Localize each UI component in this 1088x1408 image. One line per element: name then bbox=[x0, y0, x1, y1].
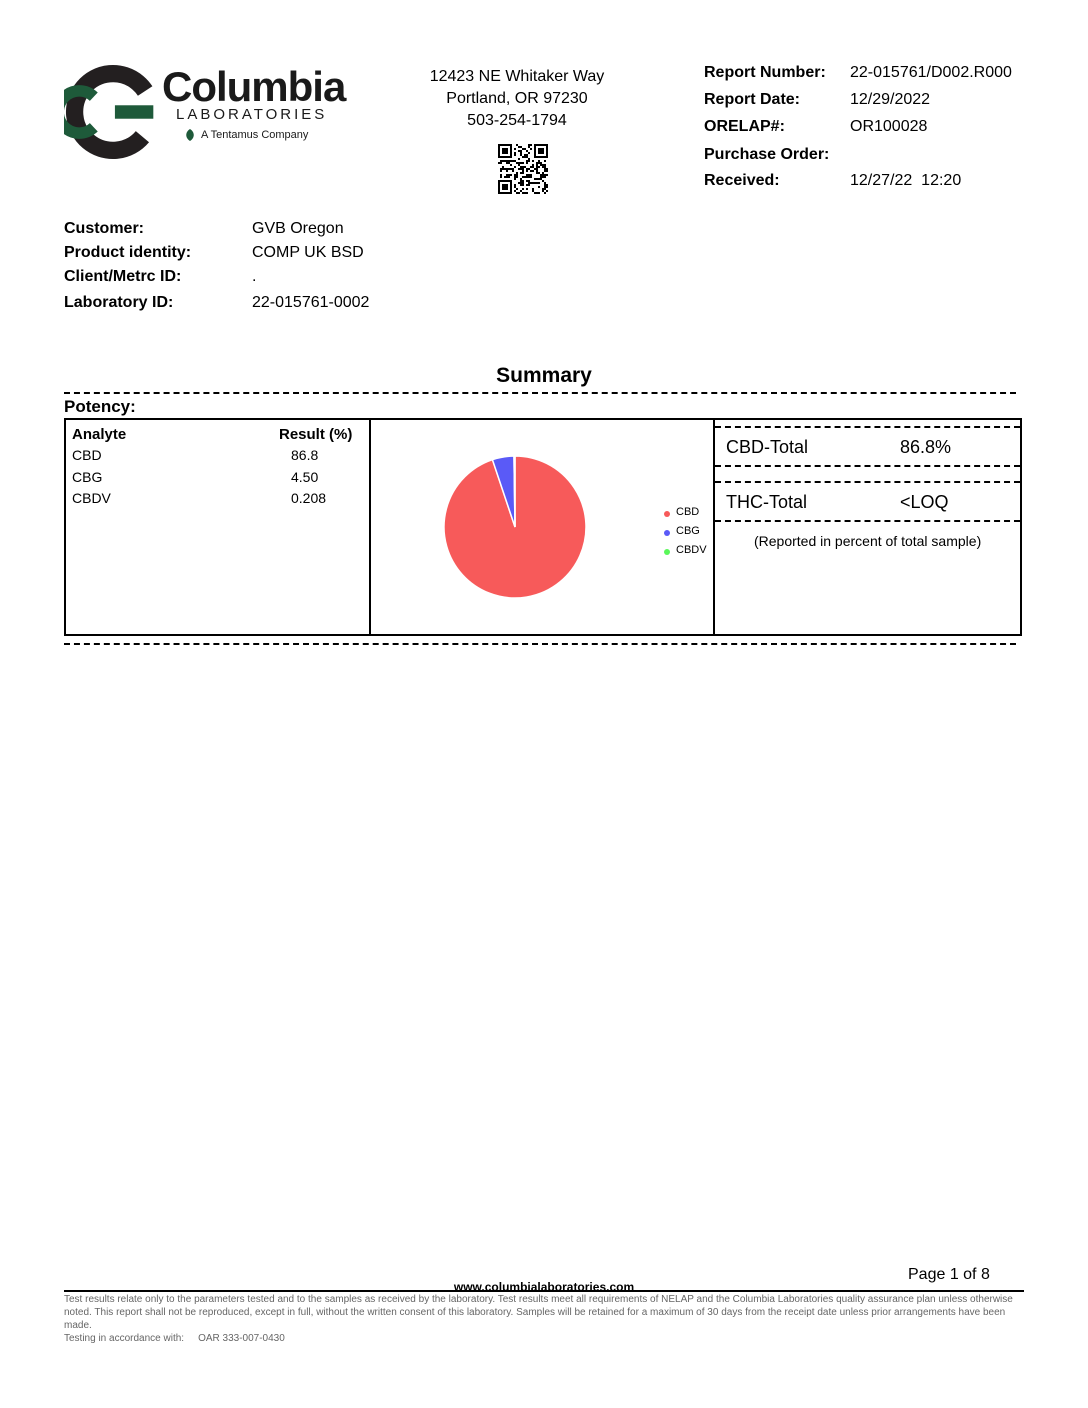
result-header: Result (%) bbox=[279, 426, 353, 443]
laboratory-id-label: Laboratory ID: bbox=[64, 294, 174, 311]
legend-dot-cbg bbox=[664, 530, 670, 536]
potency-pie-chart bbox=[440, 452, 590, 602]
logo-tagline bbox=[183, 128, 308, 142]
purchase-order-label: Purchase Order: bbox=[704, 146, 830, 163]
customer-name: GVB Oregon bbox=[252, 220, 344, 237]
laboratory-id: 22-015761-0002 bbox=[252, 294, 370, 311]
cbd-total-value: 86.8% bbox=[900, 437, 952, 457]
orelap-label: ORELAP#: bbox=[704, 118, 785, 135]
address-street: 12423 NE Whitaker Way bbox=[429, 68, 605, 85]
cbd-total-label: CBD-Total bbox=[726, 437, 809, 457]
disclaimer-text: Test results relate only to the parameters tested and to the samples as received by the laboratory. Test results meet all requirements of NELAP and the Columbia Laboratories quality assurance plan unless otherwise noted. This report shall not be reproduced, except in full, without the written consent of this laboratory. Samples will be retained for a maximum of 30 days from the receipt date unless prior arrangements have been made. bbox=[64, 1294, 1013, 1331]
analyte-result: 0.208 bbox=[291, 490, 327, 506]
tagline-text: A Tentamus Company bbox=[201, 129, 309, 141]
testing-label: Testing in accordance with: bbox=[64, 1333, 185, 1344]
product-identity: COMP UK BSD bbox=[252, 244, 364, 261]
analyte-header: Analyte bbox=[72, 426, 127, 443]
reporting-note: (Reported in percent of total sample) bbox=[754, 533, 982, 549]
client-metrc-label: Client/Metrc ID: bbox=[64, 268, 182, 285]
analyte-result: 4.50 bbox=[291, 469, 319, 485]
product-identity-label: Product identity: bbox=[64, 244, 192, 261]
analyte-name: CBD bbox=[72, 447, 102, 463]
pie-slice-cbdv bbox=[514, 456, 515, 527]
address-phone: 503-254-1794 bbox=[467, 112, 567, 129]
orelap-number: OR100028 bbox=[850, 118, 928, 135]
columbia-logo-mark-icon bbox=[64, 64, 162, 160]
totals-divider bbox=[715, 465, 1020, 467]
thc-total-value: <LOQ bbox=[900, 492, 949, 512]
footer-rule bbox=[64, 1290, 1024, 1292]
analyte-result: 86.8 bbox=[291, 447, 319, 463]
potency-panel bbox=[64, 418, 1022, 636]
testing-value: OAR 333-007-0430 bbox=[198, 1333, 285, 1344]
analyte-name: CBG bbox=[72, 469, 103, 485]
qr-code-icon[interactable] bbox=[498, 144, 548, 194]
report-date: 12/29/2022 bbox=[850, 91, 931, 108]
customer-label: Customer: bbox=[64, 220, 145, 237]
tentamus-leaf-icon bbox=[183, 128, 197, 142]
client-metrc-id: . bbox=[252, 268, 257, 285]
page-number: Page 1 of 8 bbox=[908, 1266, 990, 1283]
address-city: Portland, OR 97230 bbox=[446, 90, 588, 107]
logo-wordmark: Columbia bbox=[162, 63, 346, 110]
column-divider bbox=[713, 420, 715, 634]
column-divider bbox=[369, 420, 371, 634]
legend-label: CBD bbox=[676, 506, 700, 518]
report-number: 22-015761/D002.R000 bbox=[850, 64, 1012, 81]
totals-divider bbox=[715, 481, 1020, 483]
legend-label: CBDV bbox=[676, 544, 707, 556]
lab-address bbox=[414, 66, 620, 132]
summary-bottom-divider bbox=[64, 643, 1016, 645]
potency-heading: Potency: bbox=[64, 397, 136, 416]
analyte-name: CBDV bbox=[72, 490, 111, 506]
received-label: Received: bbox=[704, 172, 780, 189]
report-date-label: Report Date: bbox=[704, 91, 801, 108]
thc-total-label: THC-Total bbox=[726, 492, 808, 512]
report-number-label: Report Number: bbox=[704, 64, 826, 81]
legend-dot-cbdv bbox=[664, 549, 670, 555]
legend-label: CBG bbox=[676, 525, 700, 537]
summary-title: Summary bbox=[496, 364, 592, 387]
received-datetime: 12/27/22 12:20 bbox=[850, 172, 962, 189]
website-link[interactable]: www.columbialaboratories.com bbox=[453, 1280, 635, 1294]
legend-dot-cbd bbox=[664, 511, 670, 517]
totals-divider bbox=[715, 520, 1020, 522]
testing-standard bbox=[64, 1333, 285, 1344]
summary-top-divider bbox=[64, 392, 1016, 394]
totals-divider bbox=[715, 426, 1020, 428]
logo-subtitle: LABORATORIES bbox=[176, 106, 328, 123]
